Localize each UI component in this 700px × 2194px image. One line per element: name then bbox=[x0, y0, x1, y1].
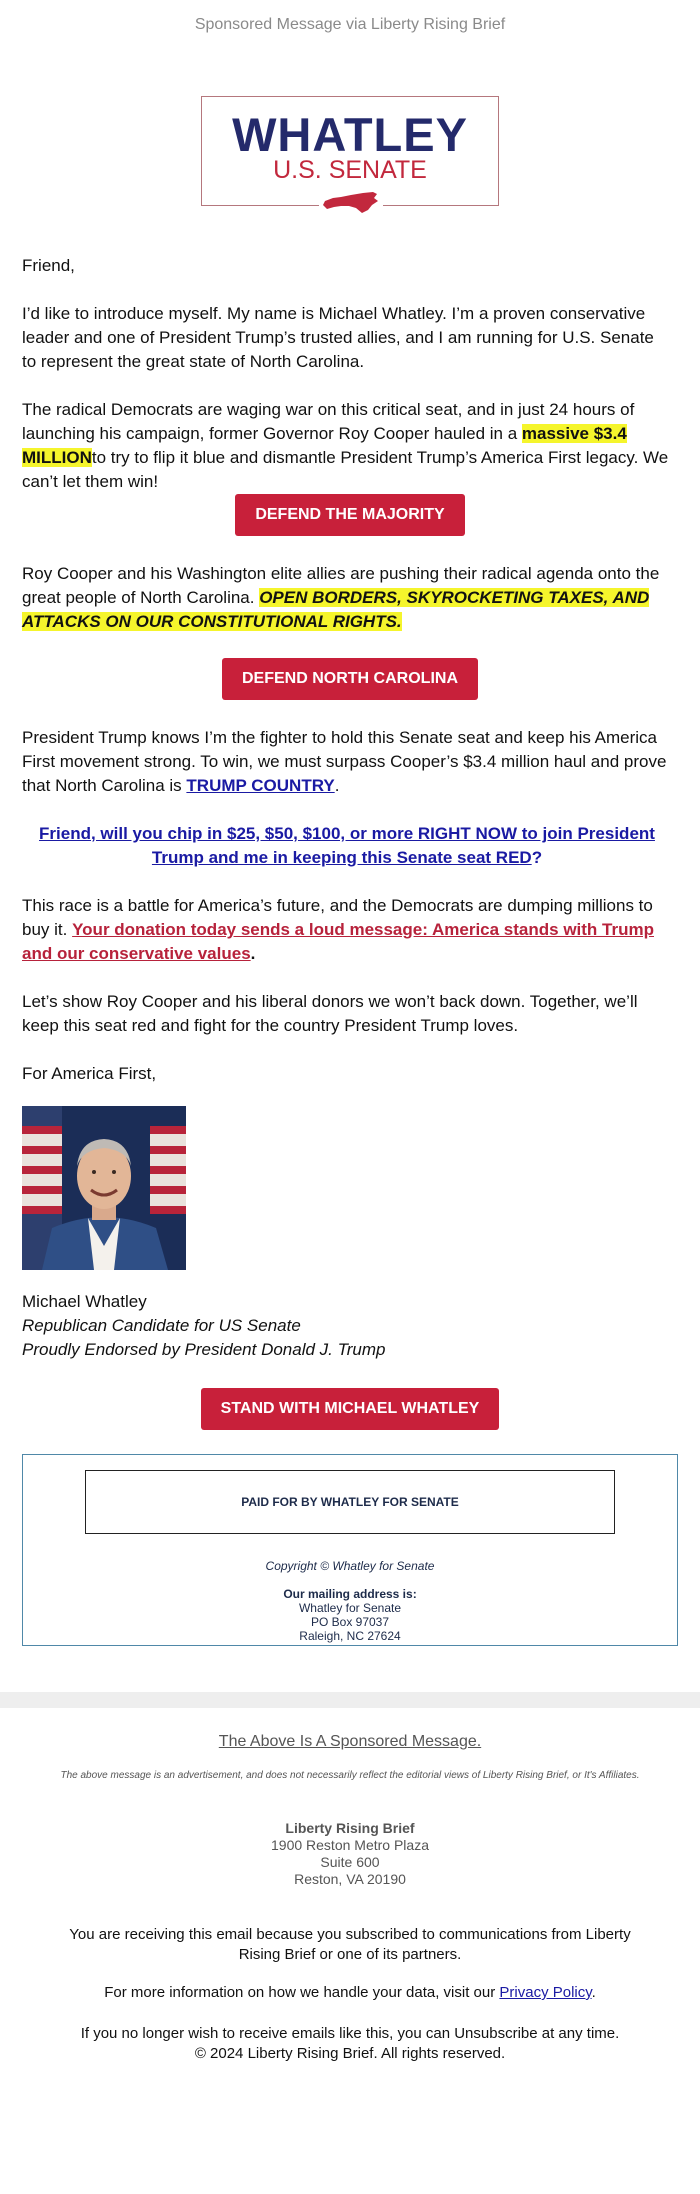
p2-text-before: The radical Democrats are waging war on this critical seat, and in just 24 hours of launching his campaign, former Governor Roy Cooper hauled in a bbox=[22, 400, 635, 443]
paragraph-fundraising bbox=[22, 398, 672, 494]
campaign-mailing-address bbox=[23, 1587, 677, 1643]
sponsor-line: Sponsored Message via Liberty Rising Brief bbox=[194, 16, 506, 33]
p3-text-before: Roy Cooper and his Washington elite allies are pushing their radical agenda onto the great people of North Carolina. bbox=[22, 564, 660, 607]
subscription-line-2: Rising Brief or one of its partners. bbox=[238, 1946, 462, 1963]
signature-endorsement: Proudly Endorsed by President Donald J. Trump bbox=[22, 1340, 386, 1359]
signature-title: Republican Candidate for US Senate bbox=[22, 1316, 301, 1335]
p5-text-after: . bbox=[250, 944, 256, 963]
subscription-line-1: You are receiving this email because you subscribed to communications from Liberty bbox=[69, 1926, 631, 1943]
paragraph-battle bbox=[22, 894, 672, 966]
publisher-addr3: Reston, VA 20190 bbox=[294, 1871, 406, 1887]
publisher-name: Liberty Rising Brief bbox=[285, 1820, 415, 1836]
campaign-copyright: Copyright © Whatley for Senate bbox=[265, 1559, 435, 1573]
paid-for-box bbox=[22, 1454, 678, 1646]
publisher-addr2: Suite 600 bbox=[320, 1854, 380, 1870]
unsubscribe-text[interactable]: If you no longer wish to receive emails like this, you can Unsubscribe at any time. bbox=[80, 2025, 620, 2042]
defend-north-carolina-button[interactable]: DEFEND NORTH CAROLINA bbox=[222, 658, 478, 700]
privacy-notice bbox=[0, 1984, 700, 2001]
copyright-text: © 2024 Liberty Rising Brief. All rights reserved. bbox=[194, 2045, 506, 2062]
donation-ask bbox=[22, 822, 672, 870]
donation-ask-link[interactable]: Friend, will you chip in $25, $50, $100, or more RIGHT NOW to join President Trump and me in keeping this Senate seat RED bbox=[39, 824, 655, 867]
p4-text-after: . bbox=[334, 776, 340, 795]
campaign-logo[interactable] bbox=[201, 96, 499, 206]
signature-block bbox=[22, 1290, 385, 1362]
footer-divider bbox=[0, 1692, 700, 1708]
privacy-text-end: . bbox=[591, 1984, 596, 2001]
logo-subtitle: U.S. SENATE bbox=[273, 156, 427, 184]
p5-text-before: This race is a battle for America’s future, and the Democrats are dumping millions to buy it. bbox=[22, 896, 653, 939]
paid-for-disclaimer: PAID FOR BY WHATLEY FOR SENATE bbox=[85, 1470, 615, 1534]
paragraph-closing: Let’s show Roy Cooper and his liberal donors we won’t back down. Together, we’ll keep this seat red and fight for the country President Trump loves. bbox=[22, 992, 638, 1035]
privacy-text: For more information on how we handle your data, visit our bbox=[104, 1984, 500, 2001]
p2-text-after: to try to flip it blue and dismantle President Trump’s America First legacy. We can’t let them win! bbox=[22, 448, 669, 491]
mailing-label: Our mailing address is: bbox=[283, 1587, 417, 1601]
candidate-photo bbox=[22, 1106, 186, 1270]
logo-name: WHATLEY bbox=[232, 108, 468, 161]
intro-paragraph: I’d like to introduce myself. My name is Michael Whatley. I’m a proven conservative leader and one of President Trump’s trusted allies, and I am running for U.S. Senate to represent the great state of North Carolina. bbox=[22, 304, 654, 371]
signoff: For America First, bbox=[22, 1064, 157, 1083]
paragraph-trump-country bbox=[22, 726, 672, 798]
north-carolina-state-icon bbox=[319, 189, 383, 215]
subscription-notice bbox=[0, 1925, 700, 1965]
paragraph-agenda bbox=[22, 562, 672, 634]
donation-ask-end: ? bbox=[531, 848, 543, 867]
mailing-addr1: Whatley for Senate bbox=[298, 1601, 402, 1615]
publisher-address bbox=[0, 1820, 700, 1888]
greeting: Friend, bbox=[22, 256, 75, 275]
privacy-policy-link[interactable]: Privacy Policy bbox=[499, 1984, 592, 2001]
mailing-addr2: PO Box 97037 bbox=[310, 1615, 390, 1629]
sponsored-heading[interactable]: The Above Is A Sponsored Message. bbox=[218, 1733, 482, 1750]
stand-with-whatley-button[interactable]: STAND WITH MICHAEL WHATLEY bbox=[201, 1388, 499, 1430]
donation-message-link[interactable]: Your donation today sends a loud message: America stands with Trump and our conservative values bbox=[22, 920, 654, 963]
footer-disclaimer: The above message is an advertisement, and does not necessarily reflect the editorial views of Liberty Rising Brief, or It's Affiliates. bbox=[60, 1770, 640, 1781]
highlight-amount: massive $3.4 MILLION bbox=[22, 424, 627, 467]
publisher-addr1: 1900 Reston Metro Plaza bbox=[271, 1837, 429, 1853]
unsubscribe-notice bbox=[0, 2024, 700, 2064]
signature-name: Michael Whatley bbox=[22, 1292, 147, 1311]
trump-country-link[interactable]: TRUMP COUNTRY bbox=[186, 776, 335, 795]
mailing-addr3: Raleigh, NC 27624 bbox=[299, 1629, 401, 1643]
p4-text-before: President Trump knows I’m the fighter to hold this Senate seat and keep his America First movement strong. To win, we must surpass Cooper’s $3.4 million haul and prove that North Carolina is bbox=[22, 728, 667, 795]
defend-majority-button[interactable]: DEFEND THE MAJORITY bbox=[235, 494, 465, 536]
highlight-agenda: OPEN BORDERS, SKYROCKETING TAXES, AND ATTACKS ON OUR CONSTITUTIONAL RIGHTS. bbox=[22, 588, 650, 631]
